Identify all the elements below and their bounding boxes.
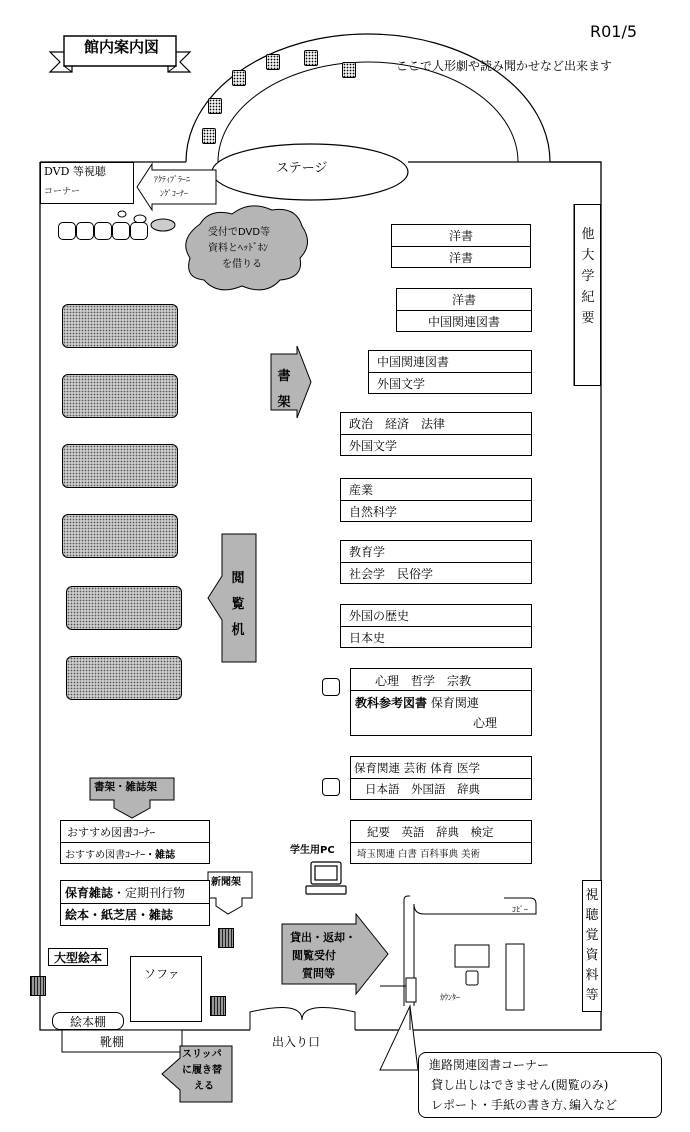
childcare-strong-2: 絵本・紙芝居・雑誌 bbox=[65, 908, 174, 922]
dvd-booth-1 bbox=[58, 222, 76, 240]
reading-desk-1 bbox=[62, 304, 178, 348]
callout-line-1: 進路関連図書コーナー bbox=[429, 1058, 550, 1072]
chair-3 bbox=[210, 996, 226, 1016]
shelf-7 bbox=[340, 604, 532, 648]
active-learning-label-2: ﾝｸﾞｺｰﾅｰ bbox=[160, 189, 188, 198]
childcare-rest-1: ・定期刊行物 bbox=[113, 885, 186, 900]
other-univ-bulletin-label bbox=[578, 224, 598, 329]
dvd-booth-5 bbox=[130, 222, 148, 240]
recommended-shelf bbox=[60, 820, 210, 864]
shelf-4-bottom: 外国文学 bbox=[341, 434, 531, 455]
stool-2 bbox=[322, 778, 340, 796]
slipper-text-1: スリッパ bbox=[182, 1049, 222, 1060]
av-char-2: 聴 bbox=[585, 908, 599, 923]
shelf-2-bottom: 中国関連図書 bbox=[397, 310, 531, 331]
shelf-arrow-char-2: 架 bbox=[277, 395, 291, 410]
career-books-callout bbox=[418, 1052, 662, 1118]
textbook-shelf-rest: 保育関連 bbox=[430, 696, 479, 710]
stage-seat-5 bbox=[304, 50, 318, 66]
shelf-arrow-text bbox=[276, 364, 292, 416]
chair-1 bbox=[218, 928, 234, 948]
childcare-shelf bbox=[60, 880, 210, 926]
shelf-7-bottom: 日本史 bbox=[341, 626, 531, 647]
shelf-4 bbox=[340, 412, 532, 456]
other-univ-char-3: 学 bbox=[581, 269, 595, 284]
active-learning-arrow bbox=[137, 164, 216, 210]
counter-label: ｶｳﾝﾀｰ bbox=[440, 993, 460, 1002]
reading-desk-6 bbox=[66, 656, 182, 700]
magazine-label: 書架・雑誌架 bbox=[94, 781, 157, 793]
entrance-book-icon bbox=[250, 1008, 355, 1031]
shelf-7-top: 外国の歴史 bbox=[349, 609, 410, 623]
shelf-5-bottom: 自然科学 bbox=[341, 500, 531, 521]
sofa bbox=[130, 956, 202, 1022]
callout-pointer bbox=[380, 1006, 418, 1070]
other-univ-char-5: 要 bbox=[581, 311, 595, 326]
stool-1 bbox=[322, 678, 340, 696]
cloud-text-1: 受付でDVD等 bbox=[208, 227, 271, 238]
services-text-2: 閲覧受付 bbox=[292, 949, 336, 962]
shelf-textbook bbox=[350, 668, 532, 736]
textbook-shelf-last: 心理 bbox=[473, 716, 498, 730]
cloud-text-2: 資料とﾍｯﾄﾞﾎﾝ bbox=[208, 243, 268, 254]
reading-desk-4 bbox=[62, 514, 178, 558]
shelf-3-top: 中国関連図書 bbox=[377, 355, 450, 369]
callout-line-2: 貸し出しはできません(閲覧のみ) bbox=[431, 1078, 609, 1092]
shoe-rack-label: 靴棚 bbox=[100, 1035, 125, 1049]
stage-seat-4 bbox=[266, 54, 280, 70]
dvd-booth-2 bbox=[76, 222, 94, 240]
student-pc-label: 学生用PC bbox=[290, 845, 335, 856]
chair-2 bbox=[30, 976, 46, 996]
shelf-10 bbox=[350, 756, 532, 800]
shelf-5 bbox=[340, 478, 532, 522]
av-char-5: 料 bbox=[585, 968, 599, 983]
shelf-11-bottom: 埼玉関連 白書 百科事典 美術 bbox=[351, 842, 531, 863]
shelf-10-bottom: 日本語 外国語 辞典 bbox=[351, 778, 531, 799]
reading-desk-3 bbox=[62, 444, 178, 488]
other-univ-char-4: 紀 bbox=[581, 290, 595, 305]
active-learning-label-1: ｱｸﾃｨﾌﾞﾗｰﾆ bbox=[154, 175, 190, 184]
stage-note: ここで人形劇や読み聞かせなど出来ます bbox=[396, 59, 613, 73]
reading-desk-5 bbox=[66, 586, 182, 630]
newspaper-label: 新聞架 bbox=[211, 877, 241, 888]
stage-seat-2 bbox=[208, 98, 222, 114]
callout-line-3: レポート・手紙の書き方､編入など bbox=[431, 1098, 618, 1112]
shelf-11-top: 紀要 英語 辞典 検定 bbox=[367, 824, 494, 839]
other-univ-char-2: 大 bbox=[581, 248, 595, 263]
shelf-5-top: 産業 bbox=[349, 483, 374, 497]
dvd-booth-3 bbox=[94, 222, 112, 240]
stage-seat-3 bbox=[232, 70, 246, 86]
av-materials-label bbox=[583, 886, 601, 1006]
av-char-4: 資 bbox=[585, 948, 599, 963]
childcare-strong-1: 保育雑誌 bbox=[65, 885, 114, 900]
shelf-10-top: 保育関連 芸術 体育 医学 bbox=[354, 760, 480, 775]
big-picturebook-label: 大型絵本 bbox=[48, 948, 108, 966]
shelf-arrow-char-1: 書 bbox=[277, 369, 291, 384]
cloud-text-3: を借りる bbox=[222, 259, 262, 270]
av-char-1: 視 bbox=[585, 888, 599, 903]
av-char-3: 覚 bbox=[585, 928, 599, 943]
entrance-label: 出入り口 bbox=[272, 1035, 321, 1049]
copy-label: ｺﾋﾟｰ bbox=[512, 905, 528, 914]
stage-label: ステージ bbox=[276, 161, 328, 176]
slipper-text-3: える bbox=[194, 1081, 214, 1092]
recommended-bottom-plain: おすすめ図書ｺｰﾅｰ bbox=[65, 849, 146, 861]
picturebook-shelf: 絵本棚 bbox=[52, 1012, 124, 1030]
shelf-4-top: 政治 経済 法律 bbox=[349, 417, 446, 431]
slipper-text-2: に履き替 bbox=[182, 1065, 222, 1076]
desk-arrow-char-2: 覧 bbox=[231, 597, 245, 612]
shelf-6-top: 教育学 bbox=[349, 545, 386, 559]
shelf-1 bbox=[391, 224, 531, 268]
desk-arrow-char-3: 机 bbox=[231, 623, 245, 638]
shelf-6 bbox=[340, 540, 532, 584]
shelf-2-top: 洋書 bbox=[451, 293, 476, 307]
recommended-top: おすすめ図書ｺｰﾅｰ bbox=[67, 825, 156, 839]
shelf-1-bottom: 洋書 bbox=[392, 246, 530, 267]
desk-arrow-char-1: 閲 bbox=[231, 571, 245, 586]
shelf-6-bottom: 社会学 民俗学 bbox=[341, 562, 531, 583]
av-char-6: 等 bbox=[585, 988, 599, 1003]
sofa-label: ソファ bbox=[144, 967, 180, 981]
shelf-3 bbox=[368, 350, 532, 394]
services-text-3: 質問等 bbox=[302, 967, 335, 980]
map-title: 館内案内図 bbox=[84, 38, 160, 56]
dvd-corner-label-1: DVD 等視聴 bbox=[44, 165, 106, 178]
shelf-3-bottom: 外国文学 bbox=[369, 372, 531, 393]
reading-desk-2 bbox=[62, 374, 178, 418]
textbook-shelf-strong: 教科参考図書 bbox=[355, 696, 428, 710]
textbook-shelf-top: 心理 哲学 宗教 bbox=[375, 674, 472, 688]
other-univ-char-1: 他 bbox=[581, 227, 595, 242]
shelf-2 bbox=[396, 288, 532, 332]
stage-seat-6 bbox=[342, 62, 356, 78]
pc-icon bbox=[306, 862, 346, 894]
date-code: R01/5 bbox=[590, 22, 638, 41]
desk-arrow-text bbox=[230, 566, 246, 644]
services-text-1: 貸出・返却・ bbox=[290, 931, 356, 944]
dvd-booth-4 bbox=[112, 222, 130, 240]
shelf-11 bbox=[350, 820, 532, 864]
recommended-bottom-strong: ・雑誌 bbox=[145, 849, 176, 861]
shelf-1-top: 洋書 bbox=[448, 229, 473, 243]
dvd-corner-label-2: コーナー bbox=[44, 187, 81, 197]
stage-seat-1 bbox=[202, 128, 216, 144]
